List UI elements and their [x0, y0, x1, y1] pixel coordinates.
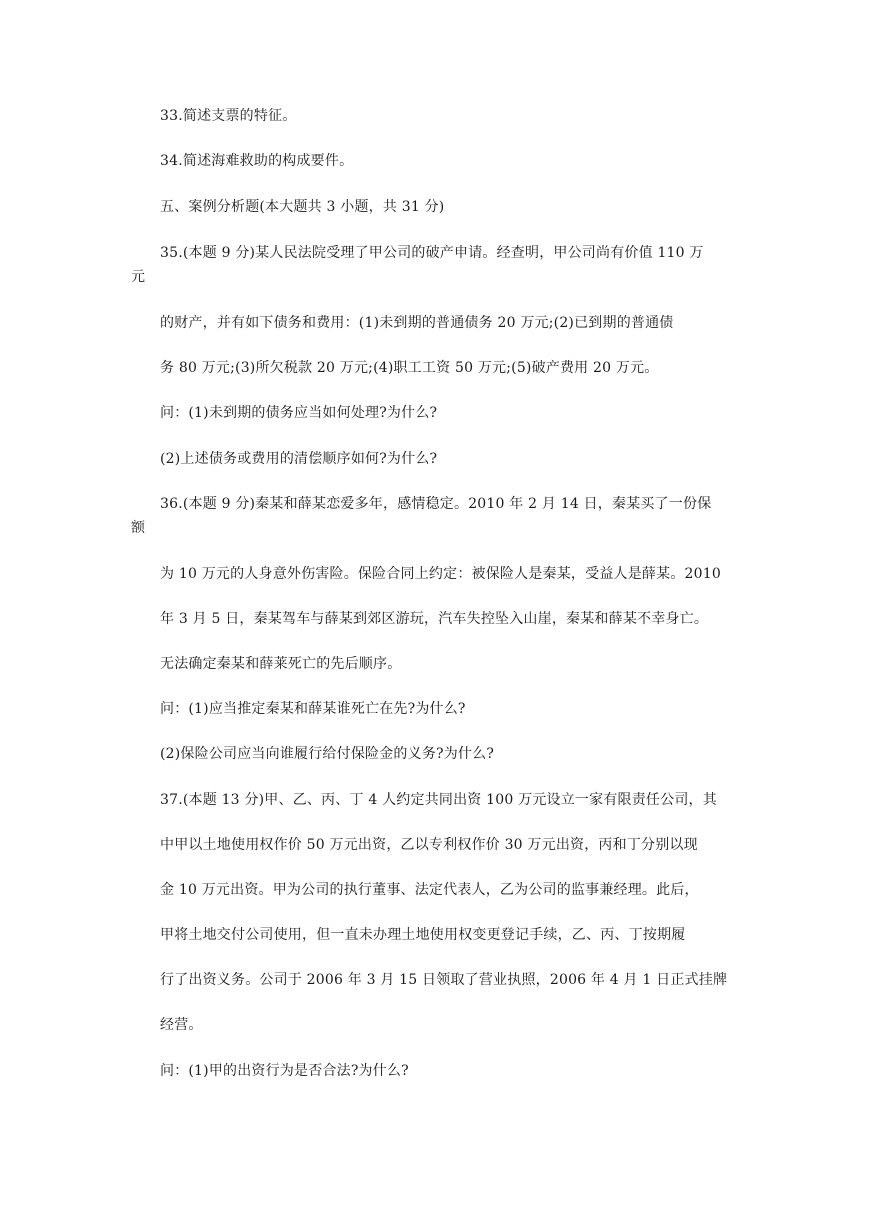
- question-35-sub-1: 问：(1)未到期的债务应当如何处理?为什么?: [160, 405, 438, 421]
- question-37-line-6: 经营。: [160, 1017, 203, 1033]
- question-36-line-3: 年 3 月 5 日，秦某驾车与薛某到郊区游玩，汽车失控坠入山崖，秦某和薛某不幸身亡。: [160, 611, 709, 627]
- question-36-line-1-wrap: 额: [131, 520, 146, 536]
- question-35-line-3: 务 80 万元;(3)所欠税款 20 万元;(4)职工工资 50 万元;(5)破产费用 20 万元。: [160, 360, 659, 376]
- question-37-line-2: 中甲以土地使用权作价 50 万元出资，乙以专利权作价 30 万元出资，丙和丁分别以现: [160, 837, 698, 853]
- question-35-line-1-wrap: 元: [131, 269, 146, 285]
- section-heading-case-analysis: 五、案例分析题(本大题共 3 小题，共 31 分): [160, 199, 445, 215]
- question-36-line-1: 36.(本题 9 分)秦某和薛某恋爱多年，感情稳定。2010 年 2 月 14 日，秦某买了一份保: [160, 496, 712, 512]
- question-35-sub-2: (2)上述债务或费用的清偿顺序如何?为什么?: [160, 451, 438, 467]
- question-37-line-5: 行了出资义务。公司于 2006 年 3 月 15 日领取了营业执照，2006 年 4 月 1 日正式挂牌: [160, 972, 728, 988]
- question-37-line-3: 金 10 万元出资。甲为公司的执行董事、法定代表人，乙为公司的监事兼经理。此后，: [160, 882, 699, 898]
- question-35-line-1: 35.(本题 9 分)某人民法院受理了甲公司的破产申请。经查明，甲公司尚有价值 110 万: [160, 245, 704, 261]
- question-37-sub-1: 问：(1)甲的出资行为是否合法?为什么?: [160, 1063, 409, 1079]
- question-36-line-4: 无法确定秦某和薛莱死亡的先后顺序。: [160, 656, 402, 672]
- question-36-sub-1: 问：(1)应当推定秦某和薛某谁死亡在先?为什么?: [160, 701, 466, 717]
- question-36-line-2: 为 10 万元的人身意外伤害险。保险合同上约定：被保险人是秦某，受益人是薛某。2010: [160, 566, 721, 582]
- question-33: 33.简述支票的特征。: [160, 108, 297, 124]
- question-37-line-1: 37.(本题 13 分)甲、乙、丙、丁 4 人约定共同出资 100 万元设立一家有限责任公司，其: [160, 792, 717, 808]
- question-36-sub-2: (2)保险公司应当向谁履行给付保险金的义务?为什么?: [160, 746, 495, 762]
- question-37-line-4: 甲将土地交付公司使用，但一直未办理土地使用权变更登记手续，乙、丙、丁按期履: [160, 927, 686, 943]
- question-35-line-2: 的财产，并有如下债务和费用：(1)未到期的普通债务 20 万元;(2)已到期的普通债: [160, 315, 674, 331]
- question-34: 34.简述海难救助的构成要件。: [160, 153, 354, 169]
